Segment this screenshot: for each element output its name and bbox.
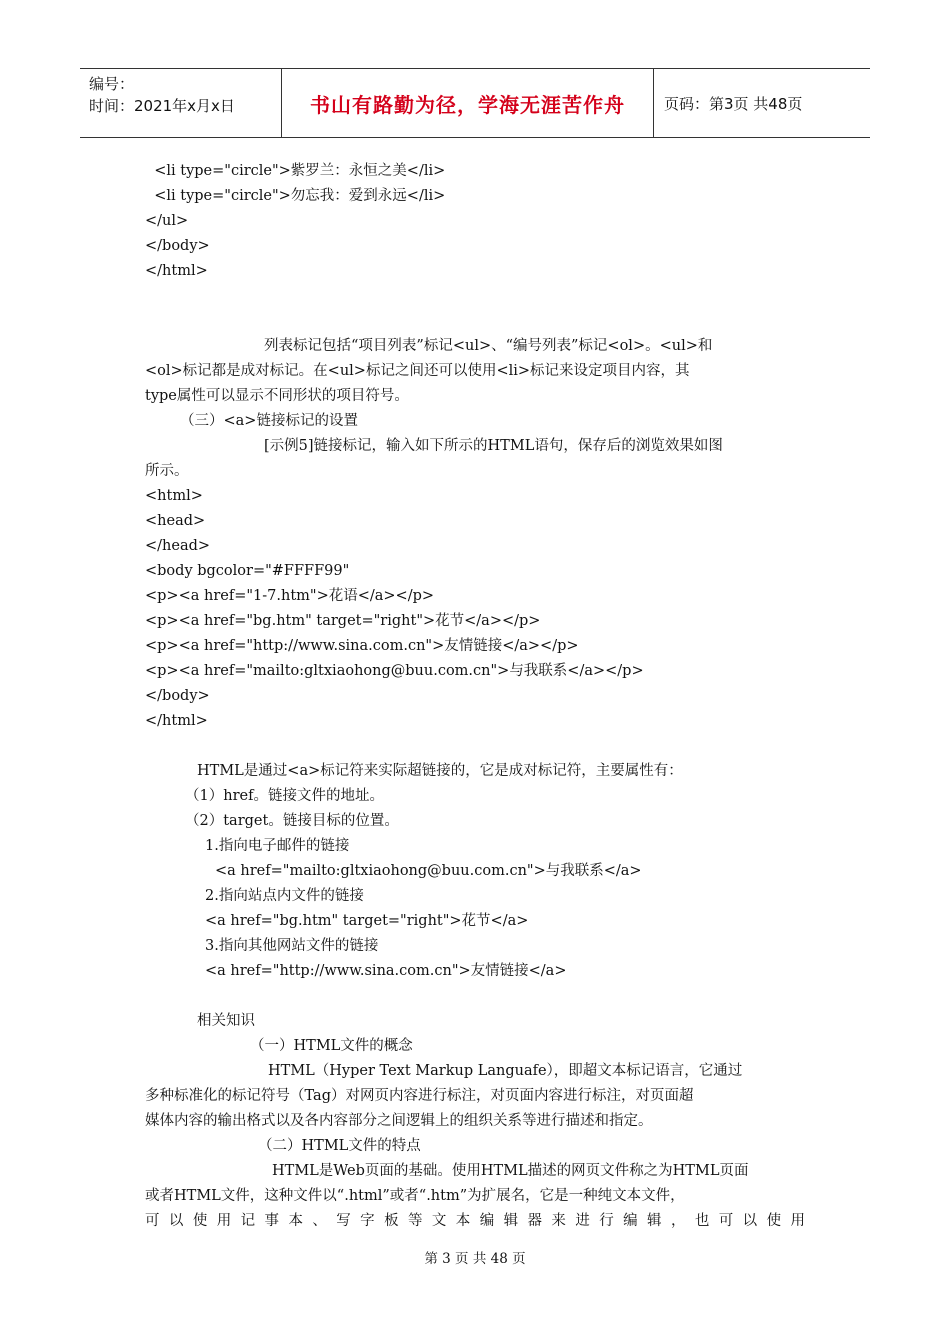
paragraph-line: [示例5]链接标记，输入如下所示的HTML语句，保存后的浏览效果如图 bbox=[264, 438, 723, 454]
section-heading: （三）<a>链接标记的设置 bbox=[180, 413, 358, 429]
header-page-info: 页码：第3页 共48页 bbox=[664, 94, 803, 113]
header-page-cell bbox=[654, 69, 870, 137]
header-motto-cell bbox=[282, 69, 654, 137]
section-heading: 相关知识 bbox=[197, 1013, 255, 1029]
list-item: 3.指向其他网站文件的链接 bbox=[205, 938, 379, 954]
code-line: </html> bbox=[145, 713, 208, 729]
code-line: <li type="circle">勿忘我：爱到永远</li> bbox=[145, 188, 446, 204]
code-line: </html> bbox=[145, 263, 208, 279]
list-item: （1）href。链接文件的地址。 bbox=[185, 788, 384, 804]
document-number-label: 编号： bbox=[89, 75, 135, 93]
paragraph-line: 多种标准化的标记符号（Tag）对网页内容进行标注，对页面内容进行标注，对页面超 bbox=[145, 1088, 694, 1104]
list-item: 1.指向电子邮件的链接 bbox=[205, 838, 350, 854]
code-line: <html> bbox=[145, 488, 203, 504]
code-line: <a href="mailto:gltxiaohong@buu.com.cn">与我联系</a> bbox=[215, 863, 642, 879]
code-line: <p><a href="1-7.htm">花语</a></p> bbox=[145, 588, 435, 604]
paragraph-line: 或者HTML文件，这种文件以“.html”或者“.htm”为扩展名，它是一种纯文本文件， bbox=[145, 1188, 685, 1204]
code-line: <p><a href="bg.htm" target="right">花节</a></p> bbox=[145, 613, 541, 629]
code-line: </head> bbox=[145, 538, 211, 554]
code-line: <p><a href="http://www.sina.com.cn">友情链接</a></p> bbox=[145, 638, 579, 654]
paragraph-line: 所示。 bbox=[145, 463, 189, 479]
paragraph-line: type属性可以显示不同形状的项目符号。 bbox=[145, 388, 409, 404]
section-heading: （二）HTML文件的特点 bbox=[258, 1138, 421, 1154]
paragraph-line: HTML是通过<a>标记符来实际超链接的，它是成对标记符，主要属性有： bbox=[197, 763, 683, 779]
code-line: <head> bbox=[145, 513, 206, 529]
paragraph-line: 列表标记包括“项目列表”标记<ul>、“编号列表”标记<ol>。<ul>和 bbox=[264, 338, 713, 354]
paragraph-line: 可以使用记事本、写字板等文本编辑器来进行编辑，也可以使用 bbox=[145, 1213, 805, 1229]
code-line: </body> bbox=[145, 238, 210, 254]
paragraph-line: HTML（Hyper Text Markup Languafe），即超文本标记语言，它通过 bbox=[268, 1063, 743, 1079]
code-line: <a href="http://www.sina.com.cn">友情链接</a> bbox=[205, 963, 567, 979]
code-line: <body bgcolor="#FFFF99" bbox=[145, 563, 350, 579]
code-line: <p><a href="mailto:gltxiaohong@buu.com.cn">与我联系</a></p> bbox=[145, 663, 644, 679]
paragraph-line: 媒体内容的输出格式以及各内容部分之间逻辑上的组织关系等进行描述和指定。 bbox=[145, 1113, 653, 1129]
list-item: （2）target。链接目标的位置。 bbox=[185, 813, 399, 829]
document-time-label: 时间：2021年x月x日 bbox=[89, 97, 235, 115]
code-line: </ul> bbox=[145, 213, 189, 229]
code-line: <li type="circle">紫罗兰：永恒之美</li> bbox=[145, 163, 446, 179]
code-line: <a href="bg.htm" target="right">花节</a> bbox=[205, 913, 529, 929]
header-motto: 书山有路勤为径，学海无涯苦作舟 bbox=[310, 92, 625, 117]
paragraph-line: HTML是Web页面的基础。使用HTML描述的网页文件称之为HTML页面 bbox=[272, 1163, 749, 1179]
section-heading: （一）HTML文件的概念 bbox=[250, 1038, 413, 1054]
code-line: </body> bbox=[145, 688, 210, 704]
paragraph-line: <ol>标记都是成对标记。在<ul>标记之间还可以使用<li>标记来设定项目内容，其 bbox=[145, 363, 690, 379]
list-item: 2.指向站点内文件的链接 bbox=[205, 888, 364, 904]
page-header bbox=[80, 68, 870, 138]
header-meta-cell bbox=[80, 69, 282, 137]
page-footer: 第 3 页 共 48 页 bbox=[424, 1251, 526, 1267]
